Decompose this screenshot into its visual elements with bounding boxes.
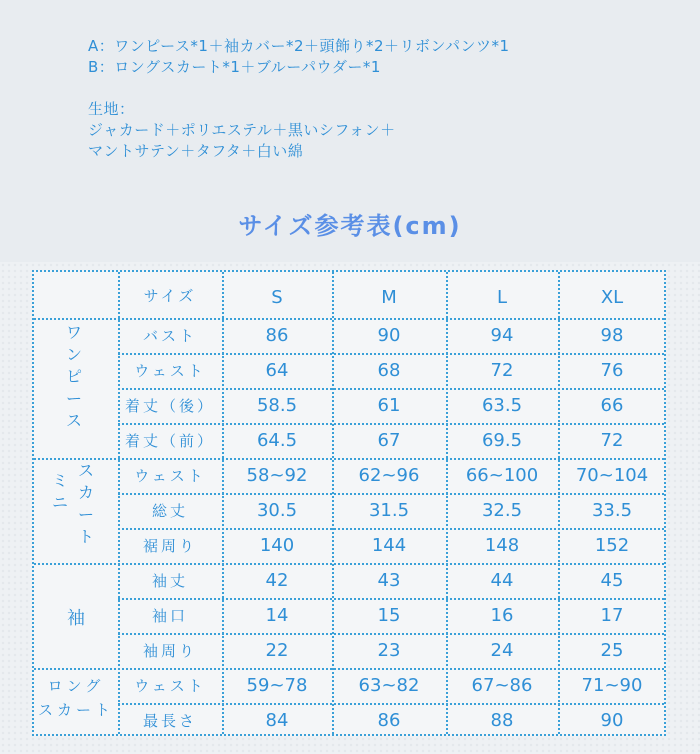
- grid-line-horizontal: [118, 528, 664, 530]
- size-column-header: S: [271, 286, 283, 308]
- measurement-value: 67~86: [471, 675, 533, 696]
- group-label-char: ト: [77, 527, 94, 546]
- grid-line-horizontal: [118, 633, 664, 635]
- measurement-value: 33.5: [591, 500, 633, 521]
- measurement-value: 140: [259, 535, 295, 556]
- measurement-value: 42: [265, 570, 289, 591]
- set-b-contents: B：ロングスカート*1＋ブルーパウダー*1: [88, 58, 381, 76]
- size-column-header: XL: [600, 286, 624, 308]
- size-column-header: M: [381, 286, 397, 308]
- measurement-value: 69.5: [481, 430, 523, 451]
- grid-line-vertical: [222, 272, 224, 734]
- group-label-char: ニ: [51, 493, 68, 512]
- measurement-value: 64.5: [256, 430, 298, 451]
- grid-line-horizontal: [34, 668, 664, 670]
- grid-line-horizontal: [118, 353, 664, 355]
- grid-line-vertical: [446, 272, 448, 734]
- measurement-value: 58.5: [256, 395, 298, 416]
- measurement-value: 61: [377, 395, 401, 416]
- measurement-value: 63~82: [358, 675, 420, 696]
- group-label-longskirt: [34, 674, 118, 722]
- grid-line-horizontal: [34, 318, 664, 320]
- group-label-char: ン: [65, 345, 82, 364]
- fabric-line-1: ジャカード＋ポリエステル＋黒いシフォン＋: [88, 121, 396, 139]
- measurement-value: 98: [600, 325, 624, 346]
- group-label-char: ミ: [51, 471, 68, 490]
- measurement-value: 84: [265, 710, 289, 731]
- grid-line-vertical: [558, 272, 560, 734]
- measurement-value: 45: [600, 570, 624, 591]
- grid-line-horizontal: [34, 563, 664, 565]
- measurement-label: 袖口: [151, 607, 188, 625]
- measurement-value: 70~104: [575, 465, 649, 486]
- measurement-value: 152: [594, 535, 630, 556]
- measurement-label: ウェスト: [134, 677, 206, 695]
- measurement-value: 14: [265, 605, 289, 626]
- size-chart-title: サイズ参考表(cm): [238, 212, 462, 240]
- size-header-cell: サイズ: [143, 286, 197, 305]
- measurement-value: 88: [490, 710, 514, 731]
- group-longskirt-line2: スカート: [37, 701, 114, 719]
- measurement-label: 裾周り: [142, 537, 197, 555]
- group-label-char: ス: [77, 461, 94, 480]
- measurement-label: 最長さ: [142, 712, 197, 730]
- grid-line-horizontal: [34, 458, 664, 460]
- measurement-value: 68: [377, 360, 401, 381]
- measurement-value: 32.5: [481, 500, 523, 521]
- measurement-label: 着丈（前）: [124, 432, 215, 450]
- grid-line-vertical: [332, 272, 334, 734]
- size-table: [32, 270, 666, 736]
- measurement-label: 袖周り: [142, 642, 197, 660]
- measurement-value: 144: [371, 535, 407, 556]
- measurement-value: 148: [484, 535, 520, 556]
- grid-line-horizontal: [118, 388, 664, 390]
- fabric-line-2: マントサテン＋タフタ＋白い綿: [88, 142, 304, 160]
- measurement-value: 90: [377, 325, 401, 346]
- measurement-value: 71~90: [581, 675, 643, 696]
- grid-line-horizontal: [118, 703, 664, 705]
- grid-line-vertical: [118, 272, 120, 734]
- group-label-char: ス: [65, 411, 82, 430]
- group-label-char: カ: [77, 483, 94, 502]
- measurement-value: 62~96: [358, 465, 420, 486]
- measurement-value: 66~100: [465, 465, 539, 486]
- grid-line-horizontal: [118, 423, 664, 425]
- measurement-value: 59~78: [246, 675, 308, 696]
- group-label-char: ワ: [65, 323, 82, 342]
- measurement-value: 31.5: [368, 500, 410, 521]
- measurement-label: 総丈: [151, 502, 188, 520]
- measurement-value: 86: [377, 710, 401, 731]
- measurement-value: 16: [490, 605, 514, 626]
- measurement-label: 袖丈: [151, 572, 188, 590]
- measurement-value: 24: [490, 640, 514, 661]
- group-onepiece-text: [62, 322, 86, 432]
- measurement-value: 15: [377, 605, 401, 626]
- measurement-label: ウェスト: [134, 362, 206, 380]
- measurement-value: 25: [600, 640, 624, 661]
- measurement-value: 66: [600, 395, 624, 416]
- measurement-label: バスト: [142, 327, 197, 345]
- group-miniskirt-col2: [50, 470, 70, 514]
- measurement-label: ウェスト: [134, 467, 206, 485]
- group-label-sleeve: 袖: [67, 607, 85, 629]
- measurement-value: 72: [600, 430, 624, 451]
- set-a-contents: A：ワンピース*1＋袖カバー*2＋頭飾り*2＋リボンパンツ*1: [88, 37, 510, 55]
- product-info: [88, 36, 510, 162]
- measurement-value: 43: [377, 570, 401, 591]
- grid-line-horizontal: [118, 598, 664, 600]
- measurement-value: 58~92: [246, 465, 308, 486]
- group-label-miniskirt: [46, 460, 106, 560]
- measurement-value: 64: [265, 360, 289, 381]
- group-label-char: ー: [77, 505, 94, 524]
- measurement-value: 63.5: [481, 395, 523, 416]
- measurement-value: 44: [490, 570, 514, 591]
- measurement-value: 67: [377, 430, 401, 451]
- measurement-value: 94: [490, 325, 514, 346]
- measurement-value: 76: [600, 360, 624, 381]
- group-longskirt-line1: ロング: [47, 677, 105, 695]
- grid-line-horizontal: [118, 493, 664, 495]
- measurement-value: 86: [265, 325, 289, 346]
- measurement-label: 着丈（後）: [124, 397, 215, 415]
- group-miniskirt-col1: [76, 460, 96, 548]
- fabric-label: 生地：: [88, 100, 135, 118]
- group-label-char: ピ: [65, 367, 82, 386]
- measurement-value: 23: [377, 640, 401, 661]
- measurement-value: 90: [600, 710, 624, 731]
- group-label-char: ー: [65, 389, 82, 408]
- size-column-header: L: [496, 286, 508, 308]
- group-label-onepiece: [62, 322, 86, 432]
- measurement-value: 17: [600, 605, 624, 626]
- measurement-value: 22: [265, 640, 289, 661]
- measurement-value: 30.5: [256, 500, 298, 521]
- measurement-value: 72: [490, 360, 514, 381]
